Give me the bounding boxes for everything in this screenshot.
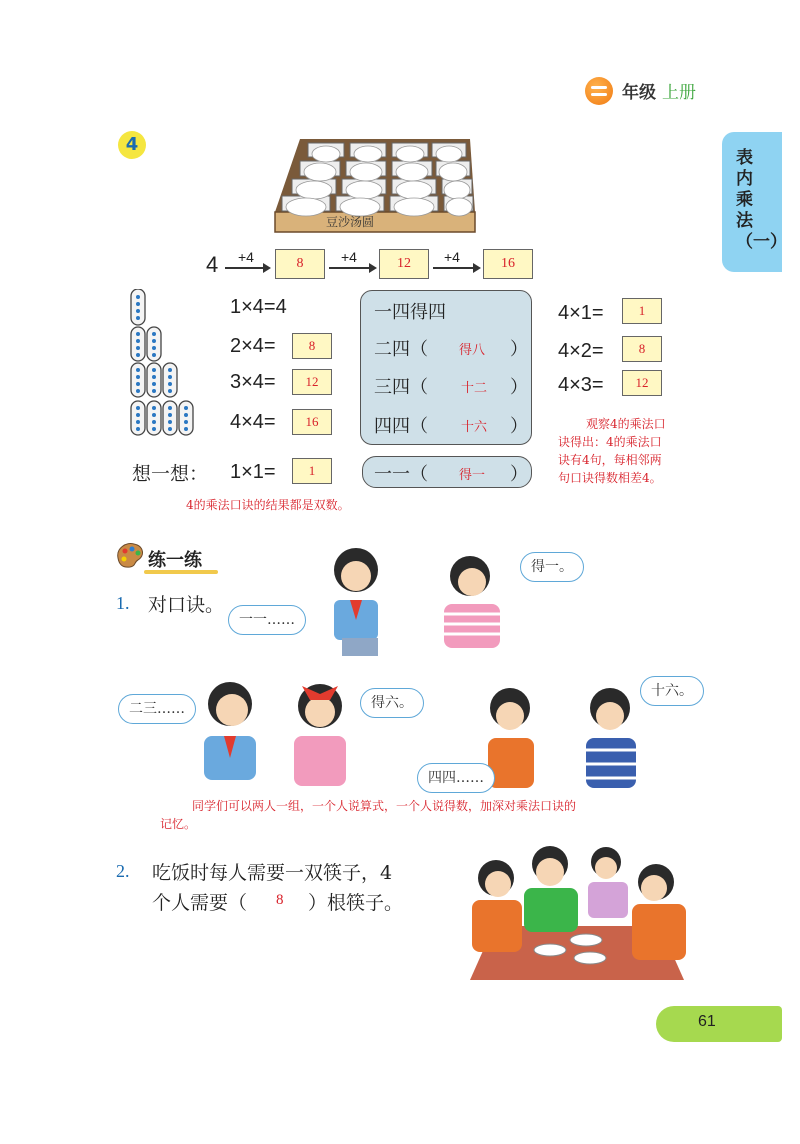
arrow-icon bbox=[225, 267, 269, 269]
speech-bubble: 四四…… bbox=[417, 763, 495, 793]
children-illustration bbox=[320, 538, 520, 658]
dot-rods-illustration bbox=[128, 289, 198, 439]
speech-bubble: 二三…… bbox=[118, 694, 196, 724]
speech-bubble: 十六。 bbox=[640, 676, 704, 706]
speech-bubble: 得一。 bbox=[520, 552, 584, 582]
question-text: 个人需要（ bbox=[152, 892, 248, 914]
sequence-start: 4 bbox=[206, 252, 219, 277]
tray-label: 豆沙汤圆 bbox=[326, 215, 375, 229]
family-dinner-illustration bbox=[460, 842, 694, 980]
rhyme-line: 四四（ bbox=[374, 416, 428, 437]
equation: 4×2= bbox=[558, 340, 604, 362]
pair-note: 同学们可以两人一组，一个人说算式，一个人说得数，加深对乘法口诀的 bbox=[192, 799, 577, 813]
rhyme-answer[interactable]: 十六 bbox=[461, 420, 488, 435]
question-number: 2. bbox=[116, 861, 130, 881]
sequence-answer-box[interactable]: 12 bbox=[379, 249, 429, 279]
rhyme-line: 三四（ bbox=[374, 377, 428, 398]
question-text: ）根筷子。 bbox=[308, 892, 404, 914]
grade-badge-icon bbox=[585, 77, 613, 105]
equation: 1×4=4 bbox=[230, 296, 287, 318]
arrow-icon bbox=[329, 267, 375, 269]
children-illustration bbox=[470, 684, 670, 794]
grade-label: 年级 上册 bbox=[622, 83, 696, 103]
arrow-icon bbox=[433, 267, 479, 269]
question-text: 对口诀。 bbox=[148, 594, 225, 616]
equation-answer-box[interactable]: 8 bbox=[622, 336, 662, 362]
observation-note: 观察4的乘法口 bbox=[586, 417, 666, 431]
rhyme-answer[interactable]: 十二 bbox=[461, 381, 488, 396]
rhyme-close: ） bbox=[510, 339, 528, 360]
center-note: 4的乘法口诀的结果都是双数。 bbox=[186, 498, 350, 512]
equation-answer-box[interactable]: 12 bbox=[622, 370, 662, 396]
equation: 4×1= bbox=[558, 302, 604, 324]
equation-answer-box[interactable]: 8 bbox=[292, 333, 332, 359]
observation-note: 诀有4句，每相邻两 bbox=[558, 453, 662, 467]
rhyme-close: ） bbox=[510, 377, 528, 398]
rhyme-line: 一四得四 bbox=[374, 302, 446, 323]
palette-icon bbox=[114, 540, 146, 570]
equation-answer-box[interactable]: 1 bbox=[292, 458, 332, 484]
equation: 1×1= bbox=[230, 461, 276, 483]
equation: 4×4= bbox=[230, 411, 276, 433]
chapter-tab-label: 表内乘法（一） bbox=[736, 148, 787, 252]
equation-answer-box[interactable]: 12 bbox=[292, 369, 332, 395]
think-label: 想一想： bbox=[132, 463, 209, 485]
dumpling-tray-illustration bbox=[270, 137, 480, 237]
page-number: 61 bbox=[698, 1013, 716, 1030]
pair-note: 记忆。 bbox=[160, 817, 197, 831]
rhyme-line: 二四（ bbox=[374, 339, 428, 360]
equation-answer-box[interactable]: 16 bbox=[292, 409, 332, 435]
step-label: +4 bbox=[444, 249, 460, 265]
step-label: +4 bbox=[341, 249, 357, 265]
problem-number: 4 bbox=[118, 131, 146, 159]
equation: 3×4= bbox=[230, 371, 276, 393]
observation-note: 诀得出：4的乘法口 bbox=[558, 435, 662, 449]
rhyme-close: ） bbox=[510, 464, 528, 485]
question-text: 吃饭时每人需要一双筷子，4 bbox=[152, 862, 393, 884]
rhyme-close: ） bbox=[510, 416, 528, 437]
rhyme-answer[interactable]: 得八 bbox=[459, 343, 486, 358]
equation: 4×3= bbox=[558, 374, 604, 396]
sequence-answer-box[interactable]: 8 bbox=[275, 249, 325, 279]
question-answer[interactable]: 8 bbox=[276, 892, 284, 908]
page-number-tab bbox=[656, 1006, 782, 1042]
speech-bubble: 得六。 bbox=[360, 688, 424, 718]
sequence-answer-box[interactable]: 16 bbox=[483, 249, 533, 279]
equation-answer-box[interactable]: 1 bbox=[622, 298, 662, 324]
speech-bubble: 一一…… bbox=[228, 605, 306, 635]
practice-title: 练一练 bbox=[148, 550, 202, 571]
question-number: 1. bbox=[116, 593, 130, 613]
observation-note: 句口诀得数相差4。 bbox=[558, 471, 662, 485]
children-illustration bbox=[190, 674, 390, 794]
chapter-tab[interactable] bbox=[722, 132, 787, 272]
rhyme-line: 一一（ bbox=[374, 464, 428, 485]
rhyme-answer[interactable]: 得一 bbox=[459, 468, 486, 483]
step-label: +4 bbox=[238, 249, 254, 265]
equation: 2×4= bbox=[230, 335, 276, 357]
